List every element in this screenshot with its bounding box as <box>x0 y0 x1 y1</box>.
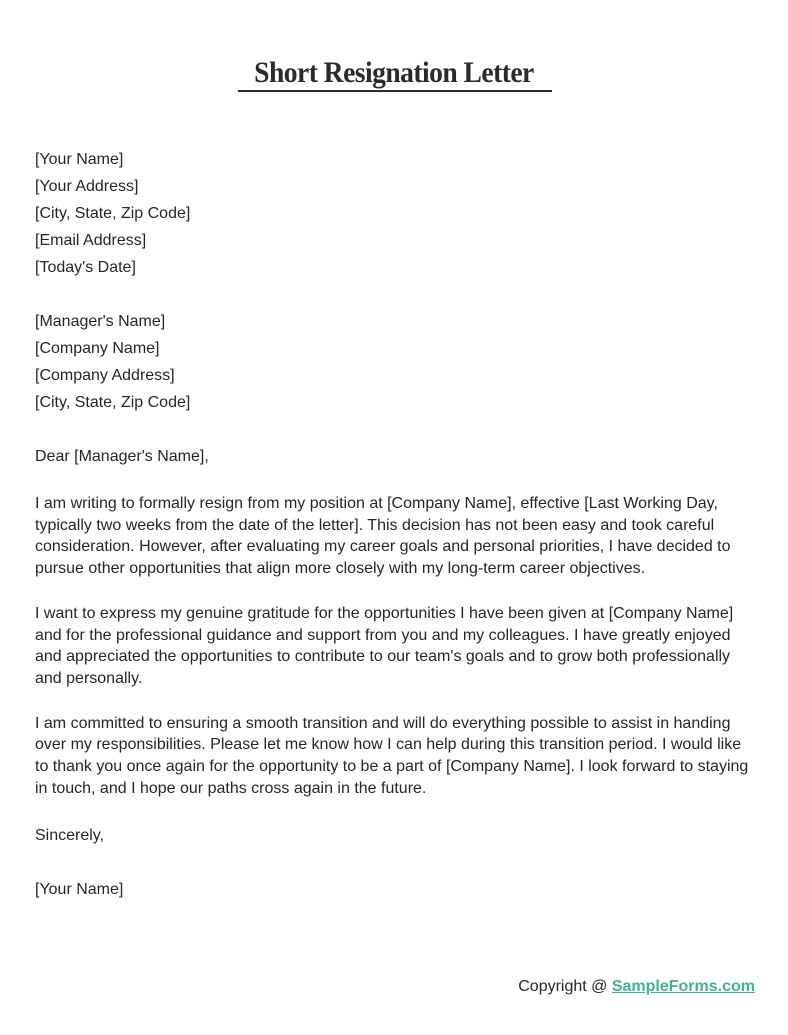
recipient-city-state-zip: [City, State, Zip Code] <box>35 394 191 411</box>
sender-email: [Email Address] <box>35 232 147 249</box>
recipient-company-address: [Company Address] <box>35 367 175 384</box>
body-paragraph-2: I want to express my genuine gratitude for the opportunities I have been given at [Company Name] and for the professional guidance and support from you and my colleagues. I have greatly enjoyed and appreciated the opportunities to contribute to our team's goals and to grow both professionally and personally. <box>35 604 734 687</box>
letter-body <box>35 146 753 930</box>
sender-city-state-zip: [City, State, Zip Code] <box>35 205 191 222</box>
recipient-name: [Manager's Name] <box>35 313 166 330</box>
recipient-company: [Company Name] <box>35 340 160 357</box>
body-paragraph-3: I am committed to ensuring a smooth transition and will do everything possible to assist in handing over my responsibilities. Please let me know how I can help during this transition period. I would like to thank you once again for the opportunity to be a part of [Company Name]. I look forward to staying in touch, and I hope our paths cross again in the future. <box>35 714 749 797</box>
letter-date: [Today's Date] <box>35 259 136 276</box>
signature-name: [Your Name] <box>35 881 124 899</box>
sender-name: [Your Name] <box>35 151 124 168</box>
copyright-footer <box>518 978 755 996</box>
brand-link[interactable]: SampleForms.com <box>611 978 755 995</box>
sender-block <box>35 146 753 281</box>
sender-address: [Your Address] <box>35 178 139 195</box>
closing-block <box>35 822 753 903</box>
body-paragraph-1: I am writing to formally resign from my position at [Company Name], effective [Last Working Day, typically two weeks from the date of the letter]. This decision has not been easy and took careful consideration. However, after evaluating my career goals and personal priorities, I have decided to pursue other opportunities that align more closely with my long-term career objectives. <box>35 495 731 578</box>
page-title: Short Resignation Letter <box>254 56 534 89</box>
title-underline <box>238 90 552 92</box>
recipient-block <box>35 308 753 416</box>
closing-spacer <box>35 849 753 876</box>
greeting: Dear [Manager's Name], <box>35 448 209 465</box>
sign-off: Sincerely, <box>35 827 105 845</box>
title-container <box>0 56 788 92</box>
copyright-text: Copyright @ <box>518 978 612 995</box>
